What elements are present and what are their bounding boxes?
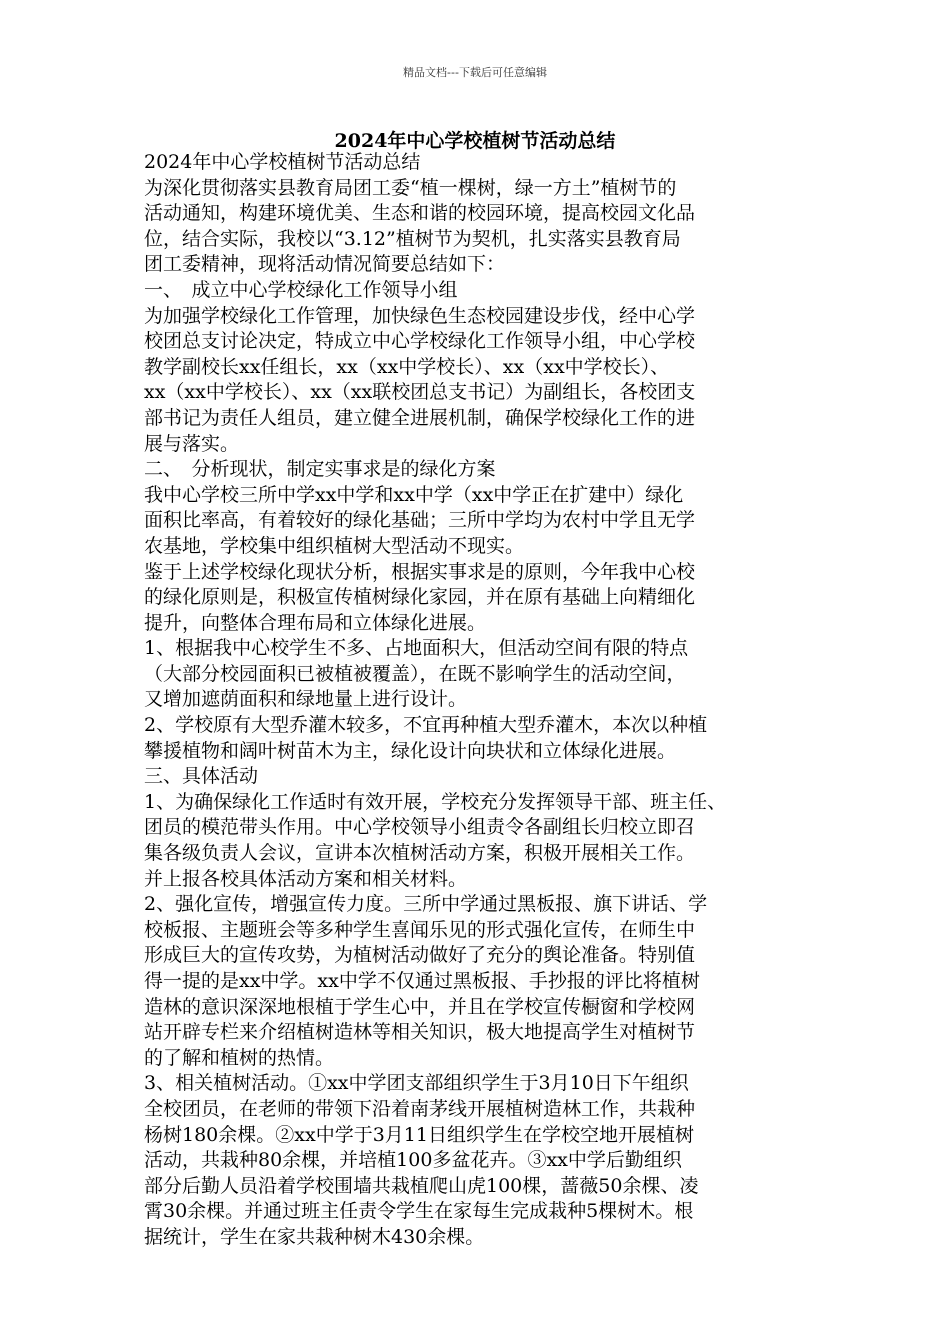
body-line: 为加强学校绿化工作管理，加快绿色生态校园建设步伐，经中心学 bbox=[144, 304, 696, 327]
body-line: 农基地，学校集中组织植树大型活动不现实。 bbox=[144, 534, 525, 557]
body-line: 2、强化宣传，增强宣传力度。三所中学通过黑板报、旗下讲话、学 bbox=[144, 893, 708, 916]
body-line: 活动通知，构建环境优美、生态和谐的校园环境，提高校园文化品 bbox=[144, 202, 696, 225]
body-line: 为深化贯彻落实县教育局团工委“植一棵树，绿一方土”植树节的 bbox=[144, 176, 677, 199]
body-line: （大部分校园面积已被植被覆盖），在既不影响学生的活动空间， bbox=[144, 662, 686, 685]
body-line: 的了解和植树的热情。 bbox=[144, 1046, 335, 1069]
body-line: 鉴于上述学校绿化现状分析，根据实事求是的原则，今年我中心校 bbox=[144, 560, 696, 583]
body-line: 2024年中心学校植树节活动总结 bbox=[144, 151, 421, 173]
body-line: 攀援植物和阔叶树苗木为主，绿化设计向块状和立体绿化进展。 bbox=[144, 739, 677, 762]
body-line: 全校团员，在老师的带领下沿着南茅线开展植树造林工作，共栽种 bbox=[144, 1097, 696, 1120]
body-line: 霄30余棵。并通过班主任责令学生在家每生完成栽种5棵树木。根 bbox=[144, 1200, 694, 1223]
body-line: 校板报、主题班会等多种学生喜闻乐见的形式强化宣传，在师生中 bbox=[144, 918, 696, 941]
body-line: 2、学校原有大型乔灌木较多，不宜再种植大型乔灌木，本次以种植 bbox=[144, 714, 708, 737]
body-line: 提升，向整体合理布局和立体绿化进展。 bbox=[144, 611, 487, 634]
document-title: 2024年中心学校植树节活动总结 bbox=[334, 130, 616, 152]
body-line: 三、具体活动 bbox=[144, 765, 259, 788]
body-line: 1、根据我中心校学生不多、占地面积大，但活动空间有限的特点 bbox=[144, 637, 689, 660]
body-line: 面积比率高，有着较好的绿化基础；三所中学均为农村中学且无学 bbox=[144, 509, 696, 532]
body-line: 校团总支讨论决定，特成立中心学校绿化工作领导小组，中心学校 bbox=[144, 330, 696, 353]
body-line: 1、为确保绿化工作适时有效开展，学校充分发挥领导干部、班主任、 bbox=[144, 790, 727, 813]
body-line: 杨树180余棵。②xx中学于3月11日组织学生在学校空地开展植树 bbox=[144, 1123, 694, 1146]
body-line: 展与落实。 bbox=[144, 432, 240, 455]
body-line: 部书记为责任人组员，建立健全进展机制，确保学校绿化工作的进 bbox=[144, 406, 696, 429]
page-header: 精品文档---下载后可任意编辑 bbox=[403, 66, 547, 79]
body-line: 活动，共栽种80余棵，并培植100多盆花卉。③xx中学后勤组织 bbox=[144, 1149, 682, 1172]
body-line: 得一提的是xx中学。xx中学不仅通过黑板报、手抄报的评比将植树 bbox=[144, 970, 700, 992]
body-line: 二、 分析现状，制定实事求是的绿化方案 bbox=[144, 458, 496, 481]
body-line: 一、 成立中心学校绿化工作领导小组 bbox=[144, 278, 458, 301]
body-line: xx（xx中学校长）、xx（xx联校团总支书记）为副组长，各校团支 bbox=[144, 381, 696, 404]
body-line: 集各级负责人会议，宣讲本次植树活动方案，积极开展相关工作。 bbox=[144, 842, 696, 865]
body-line: 站开辟专栏来介绍植树造林等相关知识，极大地提高学生对植树节 bbox=[144, 1021, 696, 1044]
body-line: 又增加遮荫面积和绿地量上进行设计。 bbox=[144, 688, 468, 711]
body-line: 团员的模范带头作用。中心学校领导小组责令各副组长归校立即召 bbox=[144, 816, 696, 839]
body-line: 3、相关植树活动。①xx中学团支部组织学生于3月10日下午组织 bbox=[144, 1072, 689, 1095]
body-line: 造林的意识深深地根植于学生心中，并且在学校宣传橱窗和学校网 bbox=[144, 995, 696, 1018]
body-line: 并上报各校具体活动方案和相关材料。 bbox=[144, 867, 468, 890]
body-line: 的绿化原则是，积极宣传植树绿化家园，并在原有基础上向精细化 bbox=[144, 586, 696, 609]
body-line: 形成巨大的宣传攻势，为植树活动做好了充分的舆论准备。特别值 bbox=[144, 944, 696, 967]
document-body bbox=[144, 150, 834, 1251]
body-line: 位，结合实际，我校以“3.12”植树节为契机，扎实落实县教育局 bbox=[144, 227, 681, 250]
body-line: 我中心学校三所中学xx中学和xx中学（xx中学正在扩建中）绿化 bbox=[144, 483, 684, 506]
body-line: 团工委精神，现将活动情况简要总结如下： bbox=[144, 253, 506, 276]
body-line: 据统计，学生在家共栽种树木430余棵。 bbox=[144, 1225, 485, 1248]
body-line: 部分后勤人员沿着学校围墙共栽植爬山虎100棵，蔷薇50余棵、凌 bbox=[144, 1174, 699, 1197]
body-line: 教学副校长xx任组长，xx（xx中学校长）、xx（xx中学校长）、 bbox=[144, 355, 670, 378]
